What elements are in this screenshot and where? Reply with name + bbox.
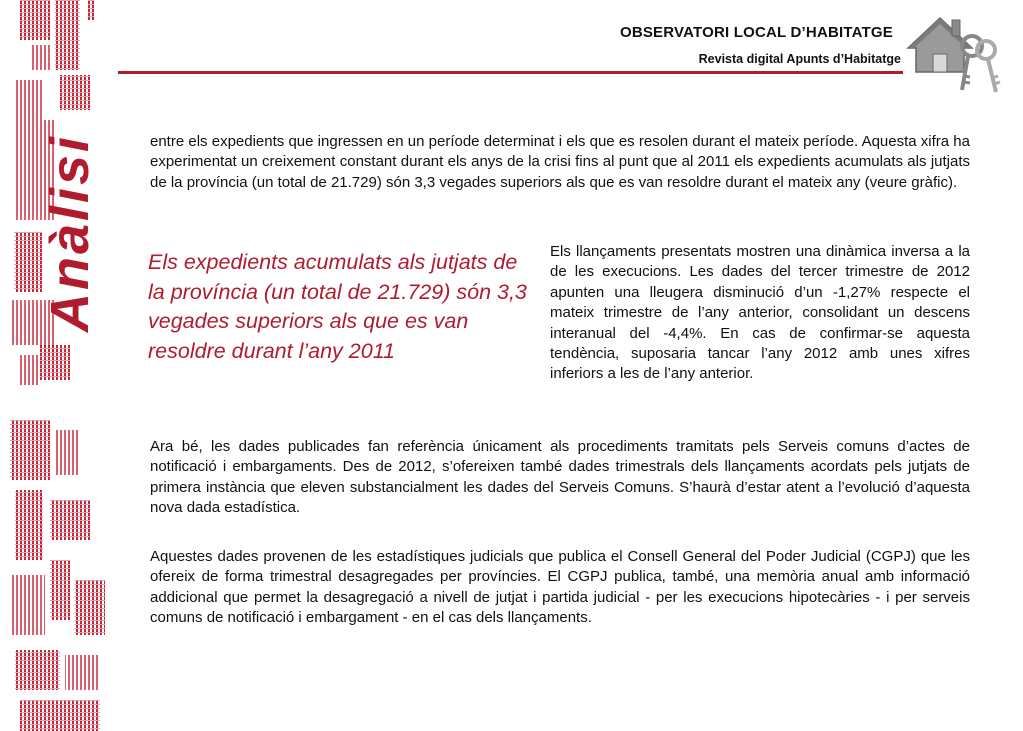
header-subtitle: Revista digital Apunts d’Habitatge xyxy=(698,52,901,66)
header-divider xyxy=(118,71,903,74)
section-label-vertical xyxy=(0,110,112,340)
paragraph-2: Els llançaments presentats mostren una dinàmica inversa a la de les execucions. Les dades del tercer trimestre de 2012 apunten una lleugera disminució d’un -1,27% respecte el mateix trimestre de l’any anterior, consolidant un descens interanual del -4,4%. En cas de confirmar-se aquesta tendència, suposaria tancar l’any 2012 amb unes xifres inferiors a les de l’any anterior. xyxy=(550,243,970,383)
house-with-keys-icon xyxy=(900,10,1010,96)
header xyxy=(0,0,1023,95)
header-title: OBSERVATORI LOCAL D’HABITATGE xyxy=(619,24,893,41)
pull-quote: Els expedients acumulats als jutjats de la província (un total de 21.729) són 3,3 vegades superiors als que es van resoldre durant l’any 2011 xyxy=(148,250,527,363)
paragraph-4: Aquestes dades provenen de les estadístiques judicials que publica el Consell General del Poder Judicial (CGPJ) que les ofereix de forma trimestral desagregades per províncies. El CGPJ publica, també, una memòria anual amb informació addicional que permet la desagregació a nivell de jutjat i partida judicial - per les execucions hipotecàries - i per serveis comuns de notificació i embargament - en el cas dels llançaments. xyxy=(150,548,970,627)
paragraph-1: entre els expedients que ingressen en un període determinat i els que es resolen durant el mateix període. Aquesta xifra ha experimentat un creixement constant durant els anys de la crisi fins al punt que al 2011 els expedients acumulats als jutjats de la província (un total de 21.729) són 3,3 vegades superiors als que es van resoldre durant el mateix any (veure gràfic). xyxy=(150,133,970,191)
paragraph-3: Ara bé, les dades publicades fan referència únicament als procediments tramitats pels Serveis comuns d’actes de notificació i embargaments. Des de 2012, s’ofereixen també dades trimestrals dels llançaments acordats pels jutjats de primera instància que eleven substancialment les dades del Serveis Comuns. S’haurà d’estar atent a l’evolució d’aquesta nova dada estadística. xyxy=(150,438,970,517)
section-label-text: Anàlisi xyxy=(40,133,100,332)
